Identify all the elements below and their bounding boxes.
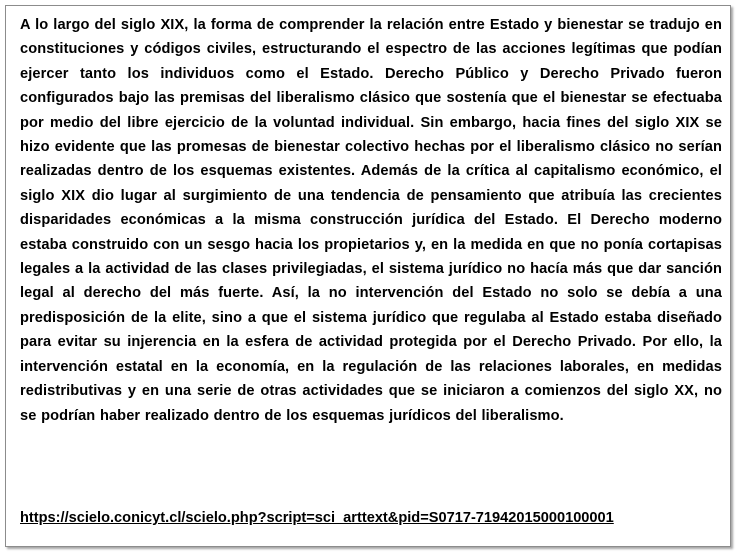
text-box [5, 5, 731, 547]
source-link[interactable]: https://scielo.conicyt.cl/scielo.php?script=sci_arttext&pid=S0717-71942015000100001 [20, 510, 614, 526]
body-paragraph: A lo largo del siglo XIX, la forma de comprender la relación entre Estado y bienestar se tradujo en constituciones y códigos civiles, estructurando el espectro de las acciones legítimas que podían ejercer tanto los individuos como el Estado. Derecho Público y Derecho Privado fueron configurados bajo las premisas del liberalismo clásico que sostenía que el bienestar se efectuaba por medio del libre ejercicio de la voluntad individual. Sin embargo, hacia fines del siglo XIX se hizo evidente que las promesas de bienestar colectivo hechas por el liberalismo clásico no serían realizadas dentro de los esquemas existentes. Además de la crítica al capitalismo económico, el siglo XIX dio lugar al surgimiento de una tendencia de pensamiento que atribuía las crecientes disparidades económicas a la misma construcción jurídica del Estado. El Derecho moderno estaba construido con un sesgo hacia los propietarios y, en la medida en que no ponía cortapisas legales a la actividad de las clases privilegiadas, el sistema jurídico no hacía más que dar sanción legal al derecho del más fuerte. Así, la no intervención del Estado no solo se debía a una predisposición de la elite, sino a que el sistema jurídico que regulaba al Estado estaba diseñado para evitar su injerencia en la esfera de actividad protegida por el Derecho Privado. Por ello, la intervención estatal en la economía, en la regulación de las relaciones laborales, en medidas redistributivas y en una serie de otras actividades que se iniciaron a comienzos del siglo XX, no se podrían haber realizado dentro de los esquemas jurídicos del liberalismo. [20, 17, 722, 424]
